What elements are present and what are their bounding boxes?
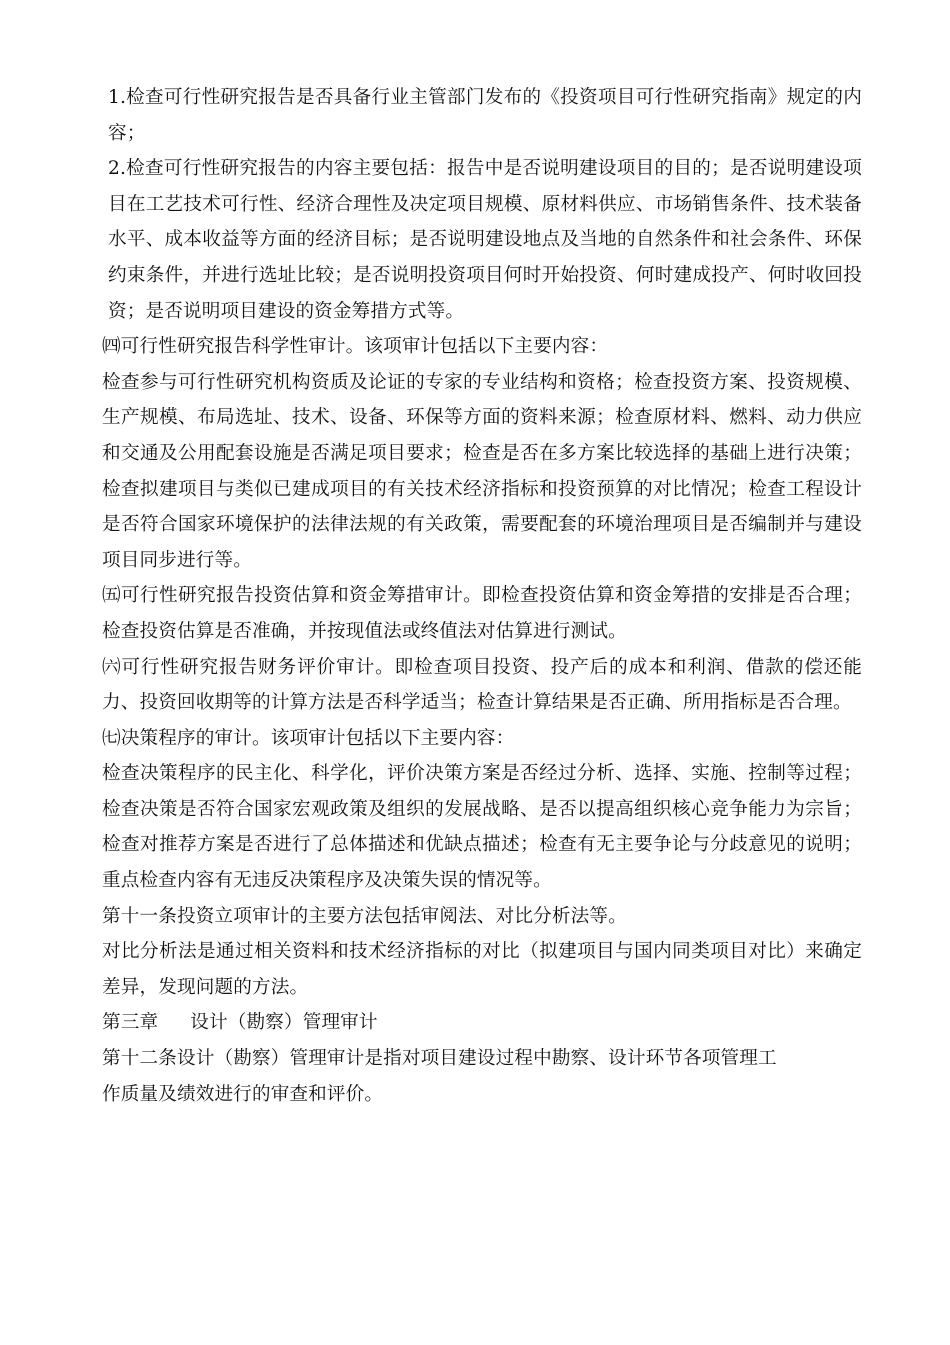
paragraph-article-12 xyxy=(102,1041,862,1112)
article-12-text-line1: 设计（勘察）管理审计是指对项目建设过程中勘察、设计环节各项管理工 xyxy=(176,1048,777,1070)
chapter-heading xyxy=(102,1005,862,1041)
chapter-title: 设计（勘察）管理审计 xyxy=(190,1012,378,1034)
paragraph-decision-procedure-heading: ㈦决策程序的审计。该项审计包括以下主要内容： xyxy=(102,727,515,749)
paragraph-check-guide-compliance: 1.检查可行性研究报告是否具备行业主管部门发布的《投资项目可行性研究指南》规定的内容； xyxy=(108,87,862,144)
chapter-number: 第三章 xyxy=(102,1012,159,1034)
paragraph-report-content-check: 2.检查可行性研究报告的内容主要包括：报告中是否说明建设项目的目的；是否说明建设项目在工艺技术可行性、经济合理性及决定项目规模、原材料供应、市场销售条件、技术装备水平、成本收益等方面的经济目标；是否说明建设地点及当地的自然条件和社会条件、环保约束条件，并进行选址比较；是否说明投资项目何时开始投资、何时建成投产、何时收回投资；是否说明项目建设的资金筹措方式等。 xyxy=(108,158,862,322)
paragraph-article-11: 第十一条投资立项审计的主要方法包括审阅法、对比分析法等。 xyxy=(102,905,627,927)
paragraph-scientific-audit-heading: ㈣可行性研究报告科学性审计。该项审计包括以下主要内容： xyxy=(102,336,609,358)
paragraph-comparative-analysis: 对比分析法是通过相关资料和技术经济指标的对比（拟建项目与国内同类项目对比）来确定差异，发现问题的方法。 xyxy=(102,941,862,998)
document-body xyxy=(102,80,862,1112)
article-12-number: 第十二条 xyxy=(102,1048,177,1070)
paragraph-decision-procedure-body: 检查决策程序的民主化、科学化，评价决策方案是否经过分析、选择、实施、控制等过程；检查决策是否符合国家宏观政策及组织的发展战略、是否以提高组织核心竞争能力为宗旨；检查对推荐方案是否进行了总体描述和优缺点描述；检查有无主要争论与分歧意见的说明；重点检查内容有无违反决策程序及决策失误的情况等。 xyxy=(102,763,862,892)
article-12-text-line2: 作质量及绩效进行的审查和评价。 xyxy=(102,1083,384,1105)
paragraph-scientific-audit-body: 检查参与可行性研究机构资质及论证的专家的专业结构和资格；检查投资方案、投资规模、生产规模、布局选址、技术、设备、环保等方面的资料来源；检查原材料、燃料、动力供应和交通及公用配套设施是否满足项目要求；检查是否在多方案比较选择的基础上进行决策；检查拟建项目与类似已建成项目的有关技术经济指标和投资预算的对比情况；检查工程设计是否符合国家环境保护的法律法规的有关政策，需要配套的环境治理项目是否编制并与建设项目同步进行等。 xyxy=(102,371,862,571)
paragraph-estimate-financing-audit: ㈤可行性研究报告投资估算和资金筹措审计。即检查投资估算和资金筹措的安排是否合理；检查投资估算是否准确，并按现值法或终值法对估算进行测试。 xyxy=(102,585,862,642)
paragraph-financial-evaluation-audit: ㈥可行性研究报告财务评价审计。即检查项目投资、投产后的成本和利润、借款的偿还能力、投资回收期等的计算方法是否科学适当；检查计算结果是否正确、所用指标是否合理。 xyxy=(102,656,862,714)
